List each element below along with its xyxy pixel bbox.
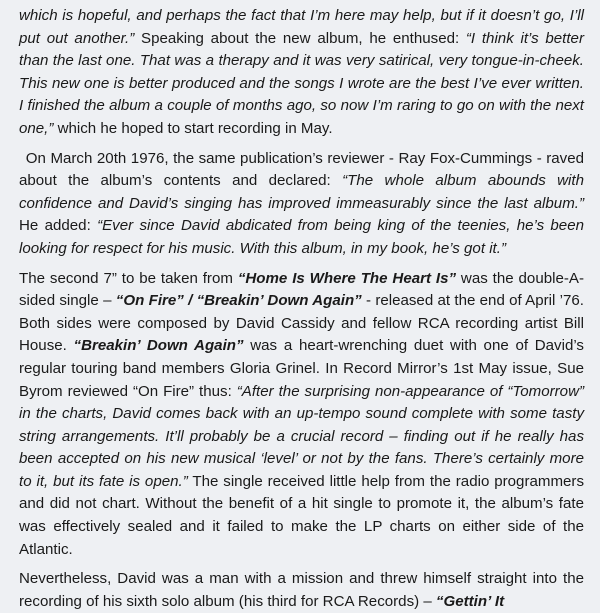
quote-text: which is hopeful, and perhaps the fact that I’m here may help, but if it doesn’t go, I’ll put out another.” [19, 7, 584, 47]
album-title: “Gettin’ It [435, 592, 505, 610]
paragraph-review [19, 148, 584, 261]
quote-text: “After the surprising non-appearance of “Tomorrow” in the charts, David comes back with an up-tempo sound complete with some tasty string arrangements. It’ll probably be a crucial record – finding out if he really has been accepted on his new musical ‘level’ or not by the fans. There’s certainly more to it, but its fate is open.” [19, 382, 585, 490]
paragraph-sixth-album [19, 568, 584, 613]
body-text: Speaking about the new album, he enthused: [134, 29, 466, 47]
album-title: “Home Is Where The Heart Is” [237, 269, 457, 287]
body-text: which he hoped to start recording in May. [53, 119, 333, 137]
body-text: - released at the end of April ’76. Both sides were composed by David Cassidy and fellow RCA recording artist Bill House. [19, 292, 584, 355]
body-text: was the double-A-sided single – [19, 269, 584, 310]
quote-text: “Ever since David abdicated from being king of the teenies, he’s been looking for respect for his music. With this album, in my book, he’s got it.” [19, 217, 584, 257]
quote-text: “I think it’s better than the last one. That was a therapy and it was very satirical, very tongue-in-cheek. This new one is better produced and the songs I wrote are the best I’ve ever written. I finished the album a couple of months ago, so now I’m raring to go on with the next one,” [19, 29, 584, 137]
body-text: The second 7” to be taken from [19, 269, 238, 287]
body-text: On March 20th 1976, the same publication’s reviewer - Ray Fox-Cummings - raved about the album’s contents and declared: [19, 149, 584, 190]
body-text: was a heart-wrenching duet with one of David’s regular touring band members Gloria Grinel. In Record Mirror’s 1st May issue, Sue Byrom reviewed “On Fire” thus: [19, 337, 584, 400]
song-title: “Breakin’ Down Again” [73, 337, 244, 355]
body-text: The single received little help from the radio programmers and did not chart. Without the benefit of a hit single to promote it, the album’s fate was effectively sealed and it failed to make the LP charts on either side of the Atlantic. [19, 472, 584, 558]
body-text: Nevertheless, David was a man with a mission and threw himself straight into the recording of his sixth solo album (his third for RCA Records) – [19, 570, 584, 610]
body-text: He added: [19, 217, 98, 235]
paragraph-interview-quote [19, 5, 584, 141]
quote-text: “The whole album abounds with confidence and David’s singing has improved immeasurably since the last album.” [19, 172, 584, 212]
single-title: “On Fire” / “Breakin’ Down Again” [115, 292, 362, 310]
paragraph-single-release [19, 268, 584, 562]
